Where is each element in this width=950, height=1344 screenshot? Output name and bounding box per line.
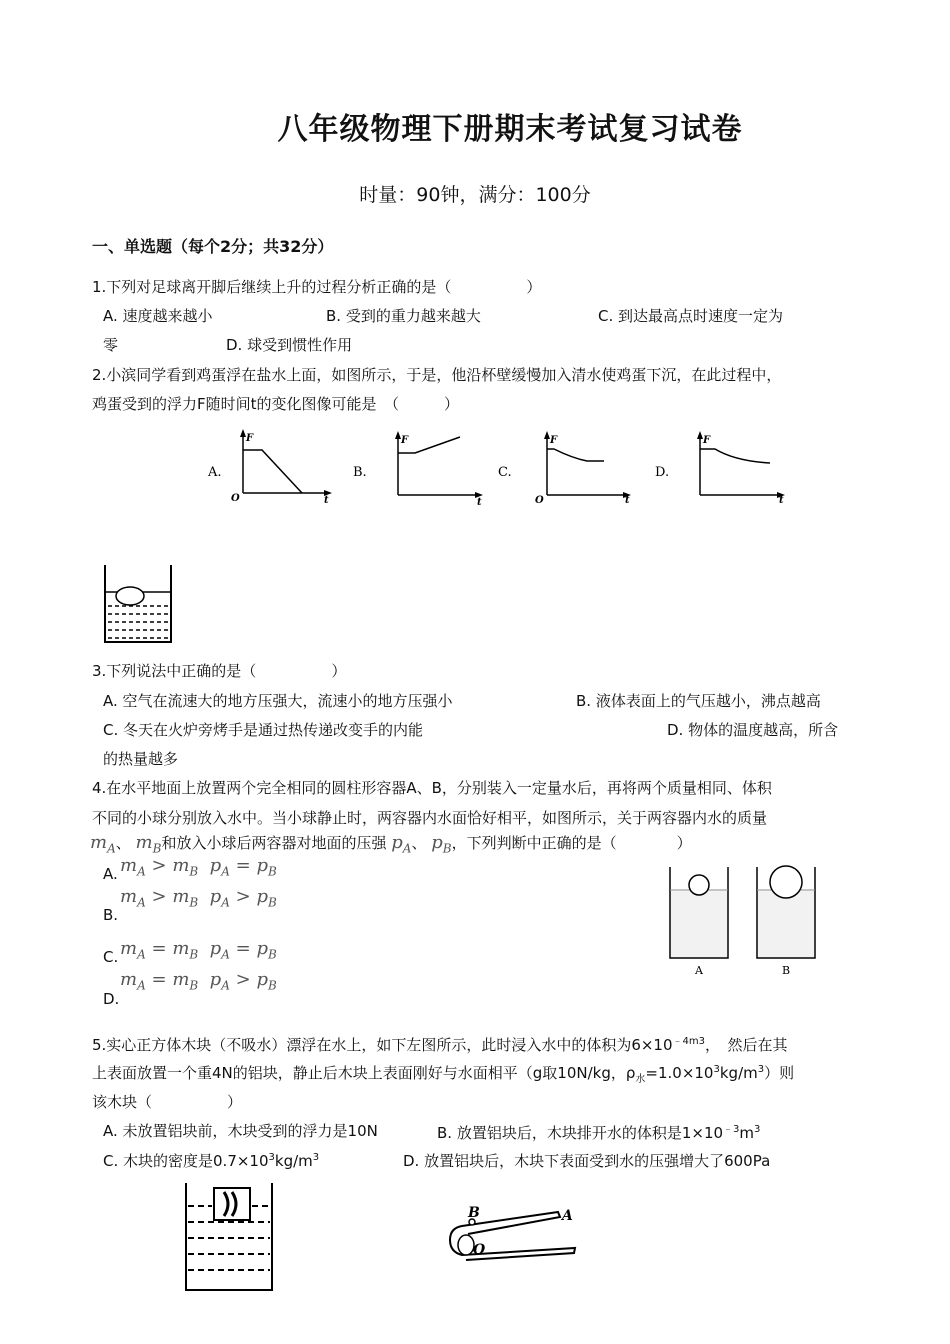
graph-d-y-label: F [703, 435, 711, 446]
q2-graph-c [498, 431, 631, 506]
exam-title: 八年级物理下册期末考试复习试卷 [277, 112, 743, 147]
q5-option-c: C. 木块的密度是$0.7\times 10^3kg/m^3$ [103, 1152, 320, 1170]
q4-option-d-label: D. [103, 990, 120, 1008]
q5-option-d: D. 放置铝块后，木块下表面受到水的压强增大了600Pa [403, 1152, 771, 1170]
q1-option-c: C. 到达最高点时速度一定为 [598, 307, 784, 325]
q4-stem3d: ，下列判断中正确的是（ ） [451, 834, 692, 852]
graph-a-label: A. [208, 465, 222, 480]
q1-option-c-cont: 零 [103, 336, 119, 354]
graph-b-y-label: F [401, 435, 409, 446]
lever-label-o: O [473, 1242, 486, 1258]
q2-graph-b [353, 431, 483, 508]
q5-option-b: B. 放置铝块后，木块排开水的体积是$1\times 10^{﹣3}m^3$ [437, 1124, 761, 1142]
q4-stem-line2: 不同的小球分别放入水中。当小球静止时，两容器内水面恰好相平，如图所示，关于两容器内水的质量 [92, 809, 768, 827]
math-pB: $p_B$ [431, 832, 452, 856]
q4-option-b-label: B. [103, 906, 119, 924]
graph-a-y-label: F [246, 433, 254, 444]
graph-b-x-label: t [477, 497, 482, 508]
q4-option-c-formula: $m_A = m_B$ $p_A = p_B$ [120, 938, 277, 962]
graph-a-x-label: t [324, 495, 329, 506]
graph-c-origin: O [535, 495, 544, 506]
q2-stem-line2: 鸡蛋受到的浮力F随时间t的变化图像可能是 （ ） [92, 395, 460, 413]
q3-option-a: A. 空气在流速大的地方压强大，流速小的地方压强小 [103, 692, 453, 710]
q3-option-b: B. 液体表面上的气压越小，沸点越高 [576, 692, 821, 710]
exam-subtitle: 时量：90钟，满分：100分 [359, 184, 591, 206]
graph-d-x-label: t [779, 495, 784, 506]
q5-block-figure [180, 1180, 280, 1295]
q2-stem-line1: 2.小滨同学看到鸡蛋浮在盐水上面，如图所示，于是，他沿杯壁缓慢加入清水使鸡蛋下沉，在此过程中， [92, 366, 782, 384]
q4-stem-line3 [90, 832, 692, 856]
q2-graph-d [655, 431, 785, 506]
math-pA: $p_A$ [391, 832, 412, 856]
q4-sep1: 、 [115, 834, 131, 852]
graph-c-x-label: t [625, 495, 630, 506]
q4-option-b-formula: $m_A > m_B$ $p_A > p_B$ [120, 886, 277, 910]
q4-sep2: 、 [411, 834, 427, 852]
q4-option-a-label: A. [103, 865, 118, 883]
q1-option-a: A. 速度越来越小 [103, 307, 213, 325]
graph-b-label: B. [353, 465, 367, 480]
graph-c-label: C. [498, 465, 512, 480]
q4-stem-line1: 4.在水平地面上放置两个完全相同的圆柱形容器A、B，分别装入一定量水后，再将两个质量相同、体积 [92, 779, 772, 797]
q1-option-b: B. 受到的重力越来越大 [326, 307, 481, 325]
lever-label-a: A [562, 1208, 573, 1224]
q3-option-d: D. 物体的温度越高，所含 [667, 721, 839, 739]
lever-label-b: B [468, 1205, 480, 1221]
graph-c-y-label: F [550, 435, 558, 446]
q2-graph-a [207, 429, 332, 506]
math-mB: $m_B$ [135, 832, 162, 856]
egg-shape [116, 587, 144, 605]
q2-graphs [200, 425, 800, 515]
container-b-label: B [782, 964, 791, 977]
section-heading: 一、单选题（每个2分；共32分） [92, 237, 334, 256]
q5-stem-line1: 5.实心正方体木块（不吸水）漂浮在水上，如下左图所示，此时浸入水中的体积为$6\times 10^{﹣4m3}$， 然后在其 [92, 1036, 788, 1054]
q5-stem-line3: 该木块（ ） [92, 1093, 243, 1111]
q4-containers-figure [662, 862, 827, 980]
q4-option-a-formula: $m_A > m_B$ $p_A = p_B$ [120, 855, 277, 879]
q1-option-d: D. 球受到惯性作用 [226, 336, 353, 354]
small-ball [689, 875, 709, 895]
q3-option-d-cont: 的热量越多 [103, 750, 179, 768]
large-ball [770, 866, 802, 898]
q4-stem3b: 和放入小球后两容器对地面的压强 [161, 834, 387, 852]
graph-a-origin: O [231, 493, 240, 504]
q3-stem: 3.下列说法中正确的是（ ） [92, 662, 347, 680]
container-a-label: A [695, 964, 703, 977]
lever-figure [440, 1200, 590, 1280]
egg-beaker-figure [100, 562, 175, 647]
graph-d-label: D. [655, 465, 670, 480]
q1-stem: 1.下列对足球离开脚后继续上升的过程分析正确的是（ ） [92, 278, 542, 296]
math-mA: $m_A$ [90, 832, 116, 856]
q5-stem-line2: 上表面放置一个重4N的铝块，静止后木块上表面刚好与水面相平（g取10N/kg，$\rho_水=1.0\times 10^3kg/m^3$）则 [92, 1064, 795, 1085]
q4-option-c-label: C. [103, 948, 119, 966]
q4-option-d-formula: $m_A = m_B$ $p_A > p_B$ [120, 969, 277, 993]
q3-option-c: C. 冬天在火炉旁烤手是通过热传递改变手的内能 [103, 721, 424, 739]
q5-option-a: A. 未放置铝块前，木块受到的浮力是10N [103, 1122, 378, 1140]
